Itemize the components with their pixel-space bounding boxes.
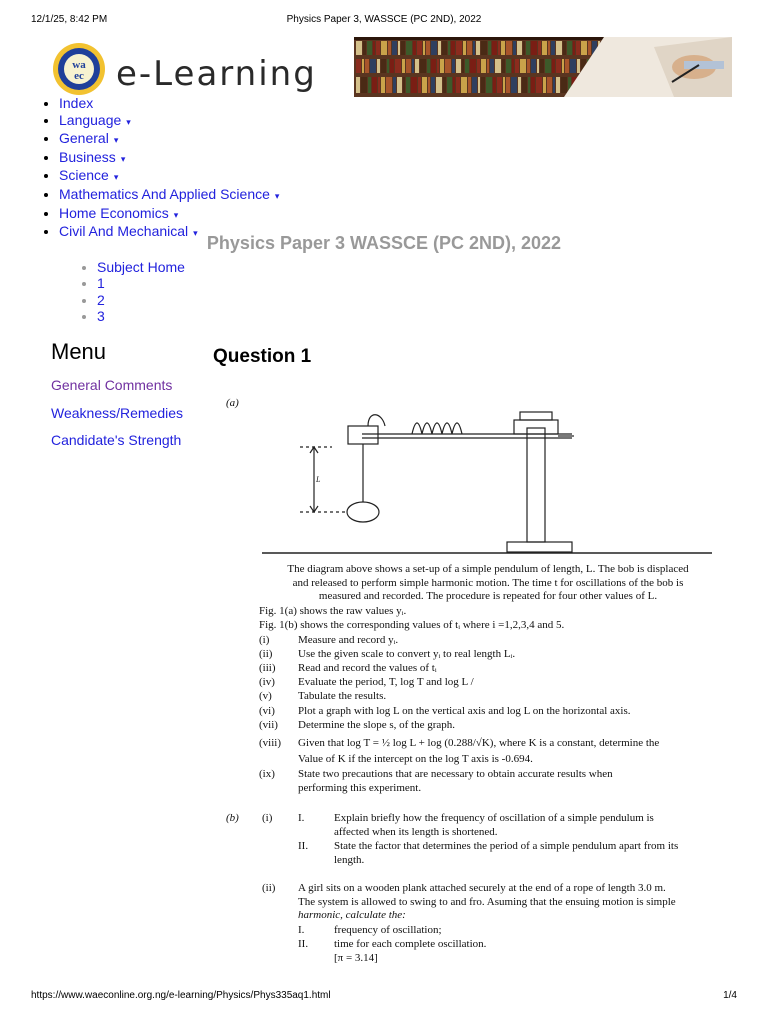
- item-number: I.: [298, 924, 305, 936]
- caret-down-icon[interactable]: ▾: [173, 209, 179, 220]
- book-spine: [431, 41, 437, 55]
- book-spine: [453, 77, 455, 93]
- book-spine: [537, 59, 539, 73]
- book-spine: [406, 41, 412, 55]
- book-spine: [553, 77, 555, 93]
- step-number: (ix): [259, 768, 275, 780]
- book-spine: [367, 41, 372, 55]
- print-page-number: 1/4: [723, 990, 737, 1001]
- subnav-item-home[interactable]: [97, 259, 185, 275]
- book-spine: [547, 77, 552, 93]
- book-spine: [540, 59, 544, 73]
- book-spine: [370, 59, 376, 73]
- fig-line: Fig. 1(a) shows the raw values yᵢ.: [259, 605, 407, 617]
- step-number: (i): [259, 634, 270, 646]
- book-spine: [436, 77, 442, 93]
- book-spine: [395, 59, 401, 73]
- book-spine: [361, 77, 367, 93]
- book-spine: [531, 41, 537, 55]
- book-spine: [506, 77, 510, 93]
- book-spine: [502, 59, 505, 73]
- subnav-link[interactable]: Subject Home: [97, 259, 185, 275]
- book-spine: [493, 77, 496, 93]
- book-spine: [520, 59, 526, 73]
- step-number: (v): [259, 690, 272, 702]
- book-spine: [403, 77, 405, 93]
- book-spine: [393, 77, 396, 93]
- book-spine: [573, 41, 575, 55]
- text-line: The system is allowed to swing to and fro. Asuming that the ensuing motion is simple: [298, 895, 676, 908]
- book-spine: [506, 59, 511, 73]
- nav-link[interactable]: General: [59, 130, 109, 147]
- book-spine: [387, 59, 389, 73]
- subnav-link[interactable]: 3: [97, 307, 105, 324]
- part-b-i-I-label: I.: [298, 812, 305, 824]
- book-spine: [567, 41, 572, 55]
- subnav-link[interactable]: 1: [97, 275, 105, 292]
- book-spine: [556, 77, 560, 93]
- book-spine: [495, 59, 501, 73]
- nav-item-home-economics[interactable]: [59, 205, 279, 224]
- length-label: L: [316, 475, 321, 484]
- part-b-i-II-text: [334, 840, 678, 867]
- book-spine: [390, 59, 394, 73]
- item-text: frequency of oscillation;: [334, 924, 442, 936]
- book-spine: [372, 77, 377, 93]
- nav-link[interactable]: Mathematics And Applied Science: [59, 185, 270, 202]
- library-banner-image: [354, 37, 732, 97]
- book-spine: [365, 59, 369, 73]
- caret-down-icon[interactable]: ▾: [126, 116, 131, 127]
- book-spine: [542, 41, 547, 55]
- book-spine: [528, 77, 530, 93]
- book-spine: [356, 77, 360, 93]
- nav-link[interactable]: Language: [59, 111, 122, 128]
- part-a-label: (a): [226, 397, 239, 409]
- nav-link[interactable]: Index: [59, 95, 94, 111]
- book-spine: [552, 59, 555, 73]
- svg-text:ec: ec: [74, 70, 84, 82]
- menu-link-candidate-strength[interactable]: Candidate's Strength: [51, 432, 182, 448]
- book-spine: [522, 77, 527, 93]
- book-spine: [415, 59, 419, 73]
- book-spine: [417, 41, 422, 55]
- book-spine: [442, 41, 447, 55]
- book-spine: [392, 41, 397, 55]
- book-spine: [462, 59, 464, 73]
- book-spine: [481, 59, 486, 73]
- book-spine: [538, 41, 541, 55]
- step-text: Given that log T = ½ log L + log (0.288/√K), where K is a constant, determine the: [298, 737, 660, 749]
- subnav-item-1[interactable]: [97, 275, 185, 291]
- text-line: affected when its length is shortened.: [334, 825, 498, 838]
- step-text: performing this experiment.: [298, 782, 422, 794]
- svg-text:wa: wa: [72, 59, 86, 71]
- book-spine: [577, 59, 580, 73]
- book-spine: [422, 77, 427, 93]
- pendulum-diagram: [222, 390, 722, 560]
- book-spine: [461, 77, 467, 93]
- book-spine: [427, 59, 430, 73]
- step-number: (ii): [259, 648, 273, 660]
- book-spine: [548, 41, 550, 55]
- figure-notes: [259, 605, 564, 632]
- book-spine: [448, 41, 450, 55]
- main-nav: [40, 95, 279, 242]
- step-number: (iv): [259, 676, 275, 688]
- book-spine: [501, 41, 505, 55]
- book-spine: [381, 41, 387, 55]
- book-spine: [443, 77, 446, 93]
- step-text: Use the given scale to convert yᵢ to real length Lᵢ.: [298, 648, 516, 660]
- book-spine: [561, 77, 567, 93]
- book-spine: [497, 77, 502, 93]
- book-spine: [437, 59, 439, 73]
- book-spine: [465, 59, 469, 73]
- waec-logo-icon: [52, 42, 106, 96]
- book-spine: [472, 77, 477, 93]
- book-spine: [447, 77, 452, 93]
- menu-link-general-comments[interactable]: General Comments: [51, 377, 173, 393]
- book-spine: [556, 41, 562, 55]
- subnav-item-2[interactable]: [97, 292, 185, 308]
- step-text: Determine the slope s, of the graph.: [298, 719, 456, 731]
- book-spine: [551, 41, 555, 55]
- part-b-i-II-label: II.: [298, 840, 309, 852]
- caret-down-icon[interactable]: ▾: [120, 153, 126, 164]
- book-spine: [431, 77, 435, 93]
- book-spine: [545, 59, 551, 73]
- book-spine: [513, 41, 516, 55]
- intro-line: measured and recorded. The procedure is repeated for four other values of L.: [318, 590, 658, 602]
- print-footer: [0, 990, 768, 1004]
- book-spine: [463, 41, 466, 55]
- book-spine: [517, 41, 522, 55]
- text-line: State the factor that determines the period of a simple pendulum apart from its: [334, 840, 679, 852]
- book-spine: [565, 59, 569, 73]
- caret-down-icon[interactable]: ▾: [113, 172, 119, 183]
- step-number: (vii): [259, 719, 278, 731]
- book-spine: [467, 41, 472, 55]
- step-text: Read and record the values of tᵢ: [298, 662, 437, 674]
- book-spine: [481, 41, 487, 55]
- print-doc-title: Physics Paper 3, WASSCE (PC 2ND), 2022: [286, 14, 482, 25]
- book-spine: [518, 77, 521, 93]
- step-text: Measure and record yᵢ.: [298, 634, 399, 646]
- book-spine: [440, 59, 444, 73]
- site-brand[interactable]: [52, 42, 352, 102]
- book-spine: [527, 59, 530, 73]
- book-spine: [431, 59, 436, 73]
- nav-item-business[interactable]: [59, 149, 279, 168]
- book-spine: [512, 59, 514, 73]
- book-spine: [378, 77, 380, 93]
- book-spine: [531, 59, 536, 73]
- book-spine: [451, 41, 455, 55]
- book-spine: [476, 41, 480, 55]
- intro-line: The diagram above shows a set-up of a simple pendulum of length, L. The bob is displaced: [287, 563, 689, 575]
- book-spine: [386, 77, 392, 93]
- book-spine: [481, 77, 485, 93]
- book-spine: [406, 77, 410, 93]
- book-spine: [411, 77, 417, 93]
- book-spine: [452, 59, 455, 73]
- book-spine: [492, 41, 497, 55]
- menu-title: Menu: [51, 339, 107, 364]
- book-spine: [473, 41, 475, 55]
- book-spine: [413, 41, 416, 55]
- nav-link[interactable]: Home Economics: [59, 204, 169, 221]
- print-header: [0, 14, 768, 28]
- nav-link[interactable]: Business: [59, 148, 116, 165]
- book-spine: [588, 41, 591, 55]
- book-spine: [468, 77, 471, 93]
- text-line: A girl sits on a wooden plank attached securely at the end of a rope of length 3.0 m.: [298, 882, 666, 894]
- book-spine: [531, 77, 535, 93]
- nav-link[interactable]: Science: [59, 167, 109, 184]
- item-text: time for each complete oscillation.: [334, 938, 487, 950]
- book-spine: [423, 41, 425, 55]
- part-b-i-I-text: [334, 812, 654, 839]
- book-spine: [373, 41, 375, 55]
- item-number: II.: [298, 938, 309, 950]
- step-text: Tabulate the results.: [298, 690, 387, 702]
- book-spine: [576, 41, 580, 55]
- part-b-ii-label: (ii): [262, 882, 276, 894]
- step-number: (viii): [259, 737, 281, 749]
- book-spine: [368, 77, 371, 93]
- book-spine: [402, 59, 405, 73]
- book-spine: [406, 59, 411, 73]
- book-spine: [381, 59, 386, 73]
- nav-link[interactable]: Civil And Mechanical: [59, 223, 189, 240]
- question-intro: [258, 563, 718, 604]
- book-spine: [562, 59, 564, 73]
- book-spine: [426, 41, 430, 55]
- print-url: https://www.waeconline.org.ng/e-learning/Physics/Phys335aq1.html: [31, 990, 331, 1001]
- question-title: Question 1: [213, 346, 312, 367]
- book-spine: [543, 77, 546, 93]
- step-text: Plot a graph with log L on the vertical axis and log L on the horizontal axis.: [298, 705, 631, 717]
- book-spine: [376, 41, 380, 55]
- book-spine: [363, 41, 366, 55]
- book-spine: [506, 41, 512, 55]
- book-spine: [381, 77, 385, 93]
- book-spine: [556, 59, 561, 73]
- book-spine: [563, 41, 566, 55]
- book-spine: [356, 59, 361, 73]
- book-spine: [445, 59, 451, 73]
- part-b-i-label: (i): [262, 812, 273, 824]
- print-datetime: 12/1/25, 8:42 PM: [31, 14, 108, 25]
- text-line: Explain briefly how the frequency of oscillation of a simple pendulum is: [334, 812, 654, 824]
- book-spine: [470, 59, 476, 73]
- book-spine: [401, 41, 405, 55]
- book-spine: [526, 41, 530, 55]
- text-line: length.: [334, 853, 365, 866]
- book-spine: [581, 41, 587, 55]
- step-number: (vi): [259, 705, 275, 717]
- nav-item-general[interactable]: [59, 130, 279, 149]
- text-line: harmonic, calculate the:: [298, 909, 406, 921]
- step-text: Value of K if the intercept on the log T axis is -0.694.: [298, 753, 533, 765]
- book-spine: [456, 59, 461, 73]
- book-spine: [412, 59, 414, 73]
- book-spine: [523, 41, 525, 55]
- nav-item-mathematics[interactable]: [59, 186, 279, 205]
- book-spine: [438, 41, 441, 55]
- book-spine: [456, 77, 460, 93]
- book-spine: [420, 59, 426, 73]
- menu-link-weakness-remedies[interactable]: Weakness/Remedies: [51, 405, 184, 421]
- book-spine: [362, 59, 364, 73]
- book-spine: [570, 59, 576, 73]
- book-spine: [490, 59, 494, 73]
- book-spine: [397, 77, 402, 93]
- part-b-ii-text: [298, 882, 676, 923]
- book-spine: [503, 77, 505, 93]
- step-number: (iii): [259, 662, 276, 674]
- caret-down-icon[interactable]: ▾: [193, 228, 198, 239]
- book-spine: [456, 41, 462, 55]
- part-b-label: (b): [226, 812, 239, 824]
- nav-item-language[interactable]: [59, 112, 279, 131]
- book-spine: [515, 59, 519, 73]
- step-text: State two precautions that are necessary to obtain accurate results when: [298, 768, 613, 780]
- book-spine: [488, 41, 491, 55]
- fig-line: Fig. 1(b) shows the corresponding values of tᵢ where i =1,2,3,4 and 5.: [259, 618, 565, 631]
- book-spine: [388, 41, 391, 55]
- book-spine: [487, 59, 489, 73]
- subnav-link[interactable]: 2: [97, 291, 105, 308]
- book-spine: [428, 77, 430, 93]
- book-spine: [477, 59, 480, 73]
- book-spine: [418, 77, 421, 93]
- book-spine: [536, 77, 542, 93]
- item-text: [π = 3.14]: [334, 952, 378, 964]
- book-spine: [377, 59, 380, 73]
- book-spine: [511, 77, 517, 93]
- caret-down-icon[interactable]: ▾: [274, 190, 280, 201]
- page-title: Physics Paper 3 WASSCE (PC 2ND), 2022: [206, 233, 562, 253]
- step-text: Evaluate the period, T, log T and log L /: [298, 676, 474, 688]
- brand-text: e-Learning: [116, 54, 317, 94]
- subnav-item-3[interactable]: [97, 308, 185, 324]
- subject-subnav: [78, 259, 185, 324]
- book-spine: [478, 77, 480, 93]
- book-spine: [486, 77, 492, 93]
- book-spine: [356, 41, 362, 55]
- caret-down-icon[interactable]: ▾: [113, 135, 119, 146]
- nav-item-index[interactable]: [59, 95, 279, 112]
- book-spine: [498, 41, 500, 55]
- nav-item-science[interactable]: [59, 167, 279, 186]
- intro-line: and released to perform simple harmonic motion. The time t for oscillations of the bob is: [292, 576, 684, 589]
- book-spine: [398, 41, 400, 55]
